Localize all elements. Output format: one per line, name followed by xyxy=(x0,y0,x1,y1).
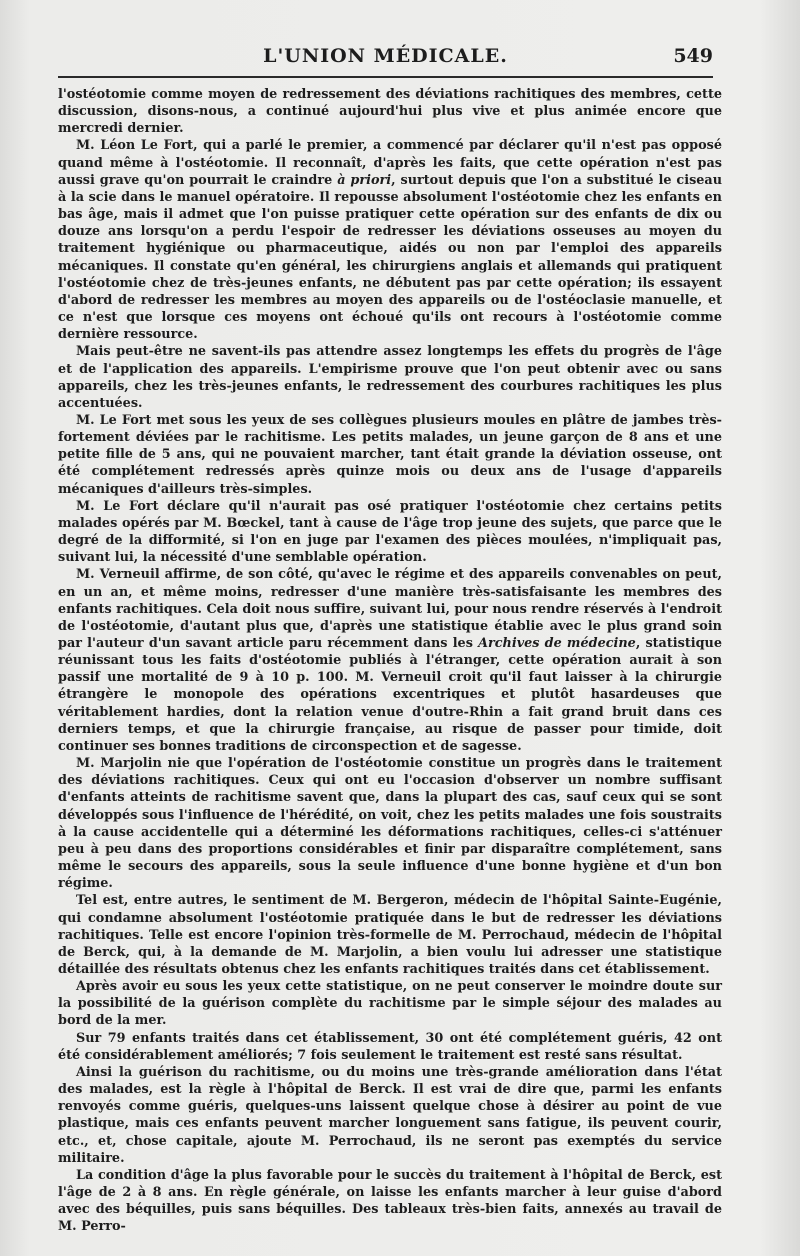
header-rule xyxy=(58,76,713,78)
article-body xyxy=(58,86,722,1235)
paragraph-resultats: Sur 79 enfants traités dans cet établissement, 30 ont été complétement guéris, 42 ont été considérablement améliorés; 7 fois seulement le traitement est resté sans résultat. xyxy=(58,1030,722,1063)
paragraph-verneuil: M. Verneuil affirme, de son côté, qu'avec le régime et des appareils convenables on peut, en un an, et même moins, redresser d'une manière très-satisfaisante les membres des enfants rachitiques. Cela doit nous suffire, suivant lui, pour nous rendre réservés à l'endroit de l'ostéotomie, d'autant plus que, d'après une statistique établie avec le plus grand soin par l'auteur d'un savant article paru récemment dans les Archives de médecine, statistique réunissant tous les faits d'ostéotomie publiés à l'étranger, cette opération aurait à son passif une mortalité de 9 à 10 p. 100. M. Verneuil croit qu'il faut laisser à la chirurgie étrangère le monopole des opérations excentriques et plutôt hasardeuses que véritablement hardies, dont la relation venue d'outre-Rhin a fait grand bruit dans ces derniers temps, et que la chirurgie française, au risque de passer pour timide, doit continuer ses bonnes traditions de circonspection et de sagesse. xyxy=(58,567,722,754)
paragraph-moules: M. Le Fort met sous les yeux de ses collègues plusieurs moules en plâtre de jambes très-fortement déviées par le rachitisme. Les petits malades, un jeune garçon de 8 ans et une petite fille de 5 ans, qui ne pouvaient marcher, tant était grande la déviation osseuse, ont été complétement redressés après quinze mois ou deux ans de l'usage d'appareils mécaniques d'ailleurs très-simples. xyxy=(58,412,722,497)
paragraph-le-fort: M. Léon Le Fort, qui a parlé le premier, a commencé par déclarer qu'il n'est pas opposé quand même à l'ostéotomie. Il reconnaît, d'après les faits, que cette opération n'est pas aussi grave qu'on pourrait le craindre à priori, surtout depuis que l'on a substitué le ciseau à la scie dans le manuel opératoire. Il repousse absolument l'ostéotomie chez les enfants en bas âge, mais il admet que l'on puisse pratiquer cette opération sur des enfants de dix ou douze ans lorsqu'on a perdu l'espoir de redresser les déviations osseuses au moyen du traitement hygiénique ou pharmaceutique, aidés ou non par l'emploi des appareils mécaniques. Il constate qu'en général, les chirurgiens anglais et allemands qui pratiquent l'ostéotomie chez de très-jeunes enfants, ne débutent pas par cette opération; ils essayent d'abord de redresser les membres au moyen des appareils ou de l'ostéoclasie manuelle, et ce n'est que lorsque ces moyens ont échoué qu'ils ont recours à l'ostéotomie comme dernière ressource. xyxy=(58,138,723,343)
paragraph-marjolin: M. Marjolin nie que l'opération de l'ostéotomie constitue un progrès dans le traitement des déviations rachitiques. Ceux qui ont eu l'occasion d'observer un nombre suffisant d'enfants atteints de rachitisme savent que, dans la plupart des cas, sauf ceux qui se sont développés sous l'influence de l'hérédité, on voit, chez les petits malades une fois soustraits à la cause accidentelle qui a déterminé les déformations rachitiques, celles-ci s'atténuer peu à peu dans des proportions considérables et finir par disparaître complétement, sans même le secours des appareils, sous la seule influence d'une bonne hygiène et d'un bon régime. xyxy=(58,756,722,892)
paragraph-empirisme: Mais peut-être ne savent-ils pas attendre assez longtemps les effets du progrès de l'âge et de l'application des appareils. L'empirisme prouve que l'on peut obtenir avec ou sans appareils, chez les très-jeunes enfants, le redressement des courbures rachitiques les plus accentuées. xyxy=(58,344,722,411)
paragraph-bergeron: Tel est, entre autres, le sentiment de M. Bergeron, médecin de l'hôpital Sainte-Eugénie, qui condamne absolument l'ostéotomie pratiquée dans le but de redresser les déviations rachitiques. Telle est encore l'opinion très-formelle de M. Perrochaud, médecin de l'hôpital de Berck, qui, à la demande de M. Marjolin, a bien voulu lui adresser une statistique détaillée des résultats obtenus chez les enfants rachitiques traités dans cet établissement. xyxy=(58,893,722,977)
paragraph-continuation: l'ostéotomie comme moyen de redressement des déviations rachitiques des membres, cette discussion, disons-nous, a continué aujourd'hui plus vive et plus animée encore que mercredi dernier. xyxy=(58,87,722,137)
paragraph-condition-age: La condition d'âge la plus favorable pour le succès du traitement à l'hôpital de Berck, est l'âge de 2 à 8 ans. En règle générale, on laisse les enfants marcher à leur guise d'abord avec des béquilles, puis sans béquilles. Des tableaux très-bien faits, annexés au travail de M. Perro- xyxy=(58,1167,722,1235)
page-number: 549 xyxy=(673,45,713,67)
paragraph-guerison: Ainsi la guérison du rachitisme, ou du moins une très-grande amélioration dans l'état des malades, est la règle à l'hôpital de Berck. Il est vrai de dire que, parmi les enfants renvoyés comme guéris, quelques-uns laissent quelque chose à désirer au point de vue plastique, mais ces enfants peuvent marcher longuement sans fatigue, ils peuvent courir, etc., et, chose capitale, ajoute M. Perrochaud, ils ne seront pas exemptés du service militaire. xyxy=(58,1064,722,1166)
paragraph-boeckel: M. Le Fort déclare qu'il n'aurait pas osé pratiquer l'ostéotomie chez certains petits malades opérés par M. Bœckel, tant à cause de l'âge trop jeune des sujets, que parce que le degré de la difformité, si l'on en juge par l'examen des pièces moulées, n'impliquait pas, suivant lui, la nécessité d'une semblable opération. xyxy=(58,498,722,566)
paragraph-statistique: Après avoir eu sous les yeux cette statistique, on ne peut conserver le moindre doute sur la possibilité de la guérison complète du rachitisme par le simple séjour des malades au bord de la mer. xyxy=(58,979,722,1029)
page-header xyxy=(58,42,713,72)
running-title: L'UNION MÉDICALE. xyxy=(263,45,508,67)
